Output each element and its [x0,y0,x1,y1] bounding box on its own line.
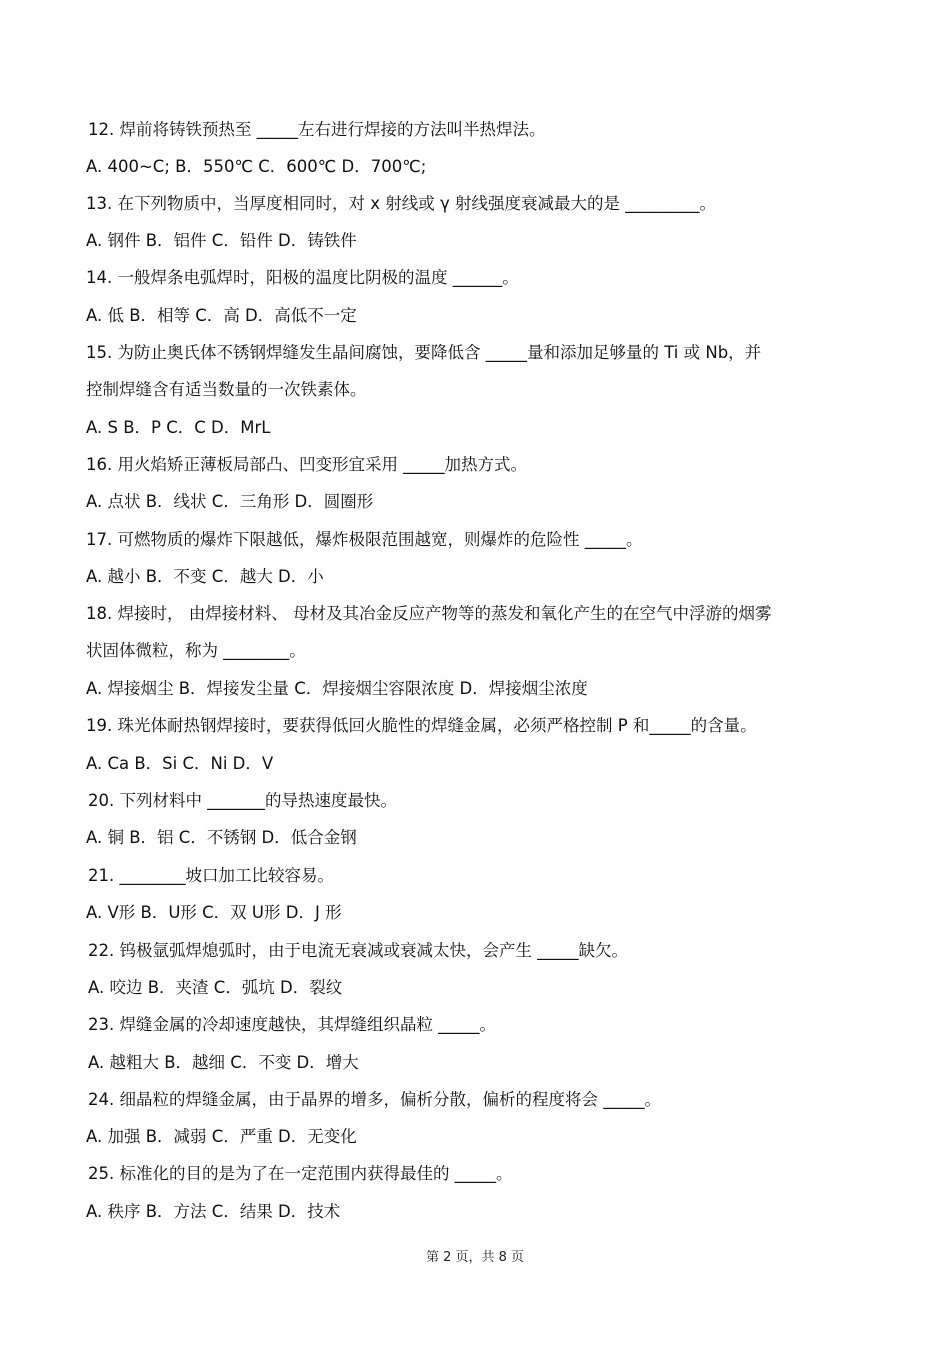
question-15-stem-continued: 控制焊缝含有适当数量的一次铁素体。 [86,380,367,399]
question-21-options: A. V形 B．U形 C．双 U形 D．J 形 [86,903,342,922]
question-12-stem: 12. 焊前将铸铁预热至 _____左右进行焊接的方法叫半热焊法。 [88,120,546,139]
question-20-options: A. 铜 B．铝 C．不锈钢 D．低合金钢 [86,828,357,847]
question-14-stem: 14. 一般焊条电弧焊时，阳极的温度比阴极的温度 ______。 [86,268,519,287]
question-17-options: A. 越小 B．不变 C．越大 D．小 [86,567,324,586]
question-16-stem: 16. 用火焰矫正薄板局部凸、凹变形宜采用 _____加热方式。 [86,455,527,474]
question-23-stem: 23. 焊缝金属的冷却速度越快，其焊缝组织晶粒 _____。 [88,1015,496,1034]
question-25-stem: 25. 标准化的目的是为了在一定范围内获得最佳的 _____。 [88,1164,513,1183]
question-17-stem: 17. 可燃物质的爆炸下限越低，爆炸极限范围越宽，则爆炸的危险性 _____。 [86,530,643,549]
question-14-options: A. 低 B．相等 C．高 D．高低不一定 [86,306,357,325]
question-18-stem: 18. 焊接时， 由焊接材料、 母材及其冶金反应产物等的蒸发和氧化产生的在空气中浮游的烟雾 [86,604,772,623]
question-19-stem: 19. 珠光体耐热钢焊接时，要获得低回火脆性的焊缝金属，必须严格控制 P 和_____的含量。 [86,716,757,735]
question-15-stem: 15. 为防止奥氏体不锈钢焊缝发生晶间腐蚀，要降低含 _____量和添加足够量的 Ti 或 Nb，并 [86,343,762,362]
question-18-stem-continued: 状固体微粒，称为 ________。 [86,641,306,660]
question-15-options: A. S B．P C．C D．MrL [86,418,271,437]
question-12-options: A. 400~C; B．550℃ C．600℃ D．700℃; [86,157,427,176]
question-22-options: A. 咬边 B．夹渣 C．弧坑 D．裂纹 [88,978,343,997]
page-footer: 第 2 页，共 8 页 [425,1250,525,1265]
question-16-options: A. 点状 B．线状 C．三角形 D．圆圈形 [86,492,374,511]
question-25-options: A. 秩序 B．方法 C．结果 D．技术 [86,1202,341,1221]
question-23-options: A. 越粗大 B．越细 C．不变 D．增大 [88,1053,359,1072]
question-21-stem: 21. ________坡口加工比较容易。 [88,866,334,885]
question-18-options: A. 焊接烟尘 B．焊接发尘量 C．焊接烟尘容限浓度 D．焊接烟尘浓度 [86,679,588,698]
question-22-stem: 22. 钨极氩弧焊熄弧时，由于电流无衰减或衰减太快，会产生 _____缺欠。 [88,941,628,960]
question-24-stem: 24. 细晶粒的焊缝金属，由于晶界的增多，偏析分散，偏析的程度将会 _____。 [88,1090,661,1109]
question-19-options: A. Ca B．Si C．Ni D．V [86,754,274,773]
question-20-stem: 20. 下列材料中 _______的导热速度最快。 [88,791,397,810]
question-13-stem: 13. 在下列物质中，当厚度相同时，对 x 射线或 γ 射线强度衰减最大的是 _________。 [86,194,716,213]
question-24-options: A. 加强 B．减弱 C．严重 D．无变化 [86,1127,357,1146]
question-13-options: A. 钢件 B．铝件 C．铅件 D．铸铁件 [86,231,357,250]
